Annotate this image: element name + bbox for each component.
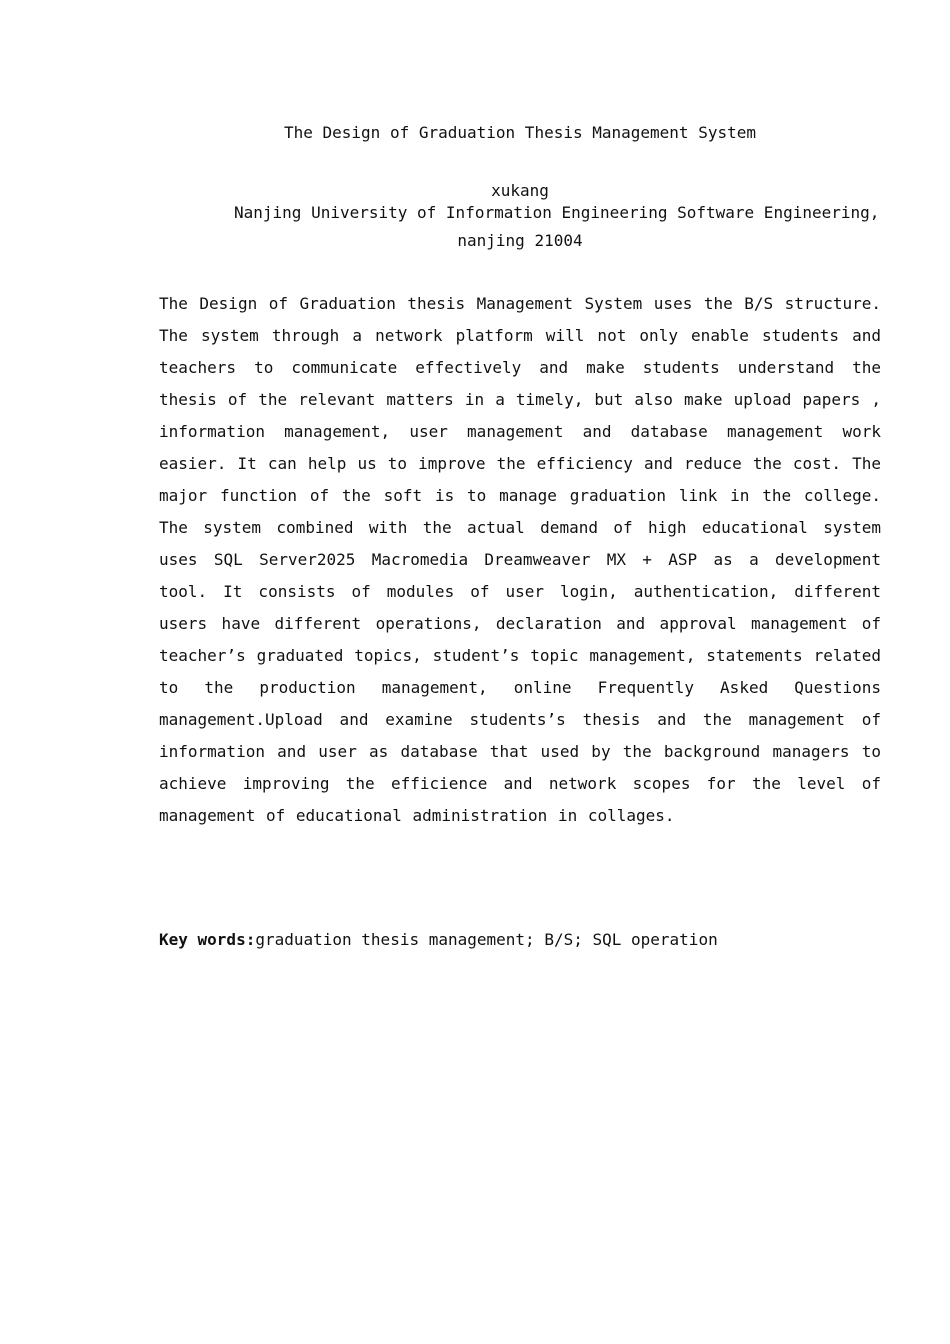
abstract-text: The Design of Graduation thesis Management System uses the B/S structure. The system through a network platform will not only enable students and teachers to communicate effectively and make students understand the thesis of the relevant matters in a timely, but also make upload papers , information management, user management and database management work easier. It can help us to improve the efficiency and reduce the cost. The major function of the soft is to manage graduation link in the college. The system combined with the actual demand of high educational system uses SQL Server2025 Macromedia Dreamweaver MX + ASP as a development tool. It consists of modules of user login, authentication, different users have different operations, declaration and approval management of teacher’s graduated topics, student’s topic management, statements related to the production management, online Frequently Asked Questions management.Upload and examine students’s thesis and the management of information and user as database that used by the background managers to achieve improving the efficience and network scopes for the level of management of educational administration in collages. (159, 294, 881, 825)
author-affiliation: Nanjing University of Information Engineering Software Engineering, (234, 203, 880, 222)
keywords-label: Key words: (159, 930, 256, 949)
author-city: nanjing 21004 (457, 231, 583, 250)
keywords-text: graduation thesis management; B/S; SQL operation (255, 930, 718, 949)
keywords-line (159, 928, 881, 952)
author-name: xukang (491, 181, 549, 200)
paper-title: The Design of Graduation Thesis Management System (283, 123, 756, 142)
